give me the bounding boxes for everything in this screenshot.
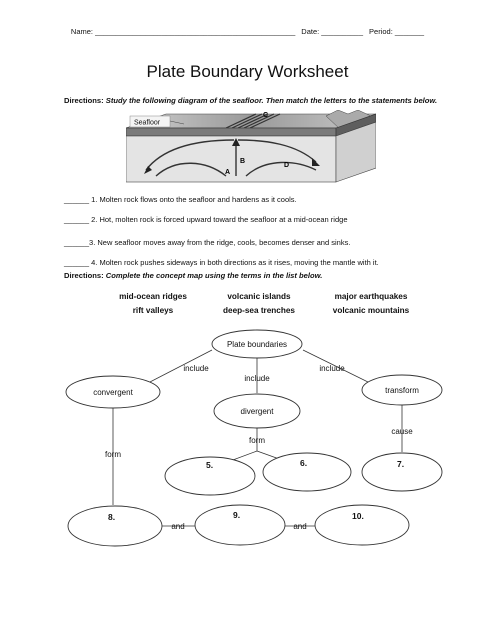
period-field-label: Period: _______ (369, 27, 425, 36)
link-and-2: and (293, 522, 307, 531)
link-form-middle: form (249, 436, 265, 445)
diagram-letter-d: D (284, 162, 290, 169)
term-deep-sea-trenches: deep-sea trenches (223, 306, 295, 315)
link-include-middle: include (244, 374, 270, 383)
diagram-letter-a: A (225, 169, 231, 176)
answer-number-6: 6. (300, 458, 308, 468)
directions-text: Study the following diagram of the seafloor. Then match the letters to the statements below. (105, 96, 438, 105)
page-title: Plate Boundary Worksheet (146, 62, 349, 81)
node-divergent-label: divergent (240, 407, 274, 416)
link-and-1: and (171, 522, 185, 531)
directions-lead: Directions: (64, 271, 104, 280)
term-rift-valleys: rift valleys (132, 306, 174, 315)
name-field-label: Name: ________________________________________________ (70, 27, 296, 36)
term-major-earthquakes: major earthquakes (334, 292, 408, 301)
answer-number-9: 9. (233, 510, 241, 520)
date-field-label: Date: __________ (301, 27, 364, 36)
statement-1: ______ 1. Molten rock flows onto the seafloor and hardens as it cools. (64, 195, 297, 204)
term-volcanic-mountains: volcanic mountains (332, 306, 410, 315)
node-plate-boundaries-label: Plate boundaries (226, 340, 288, 349)
statement-4: ______ 4. Molten rock pushes sideways in both directions as it rises, moving the mantle with it. (64, 258, 379, 267)
link-form-left: form (105, 450, 121, 459)
answer-number-8: 8. (108, 512, 116, 522)
answer-number-7: 7. (397, 459, 405, 469)
node-convergent-label: convergent (93, 388, 133, 397)
answer-number-5: 5. (206, 460, 214, 470)
link-include-left: include (183, 364, 209, 373)
link-include-right: include (319, 364, 345, 373)
diagram-letter-b: B (240, 158, 246, 165)
statement-3: ______3. New seafloor moves away from the ridge, cools, becomes denser and sinks. (64, 238, 351, 247)
term-volcanic-islands: volcanic islands (227, 292, 291, 301)
link-cause: cause (391, 427, 413, 436)
directions-lead: Directions: (64, 96, 104, 105)
diagram-letter-c: C (263, 112, 269, 119)
term-mid-ocean-ridges: mid-ocean ridges (119, 292, 187, 301)
answer-number-10: 10. (352, 511, 364, 521)
statement-2: ______ 2. Hot, molten rock is forced upward toward the seafloor at a mid-ocean ridge (64, 215, 348, 224)
seafloor-label: Seafloor (134, 119, 161, 127)
directions-text: Complete the concept map using the terms in the list below. (105, 271, 323, 280)
node-transform-label: transform (385, 386, 419, 395)
